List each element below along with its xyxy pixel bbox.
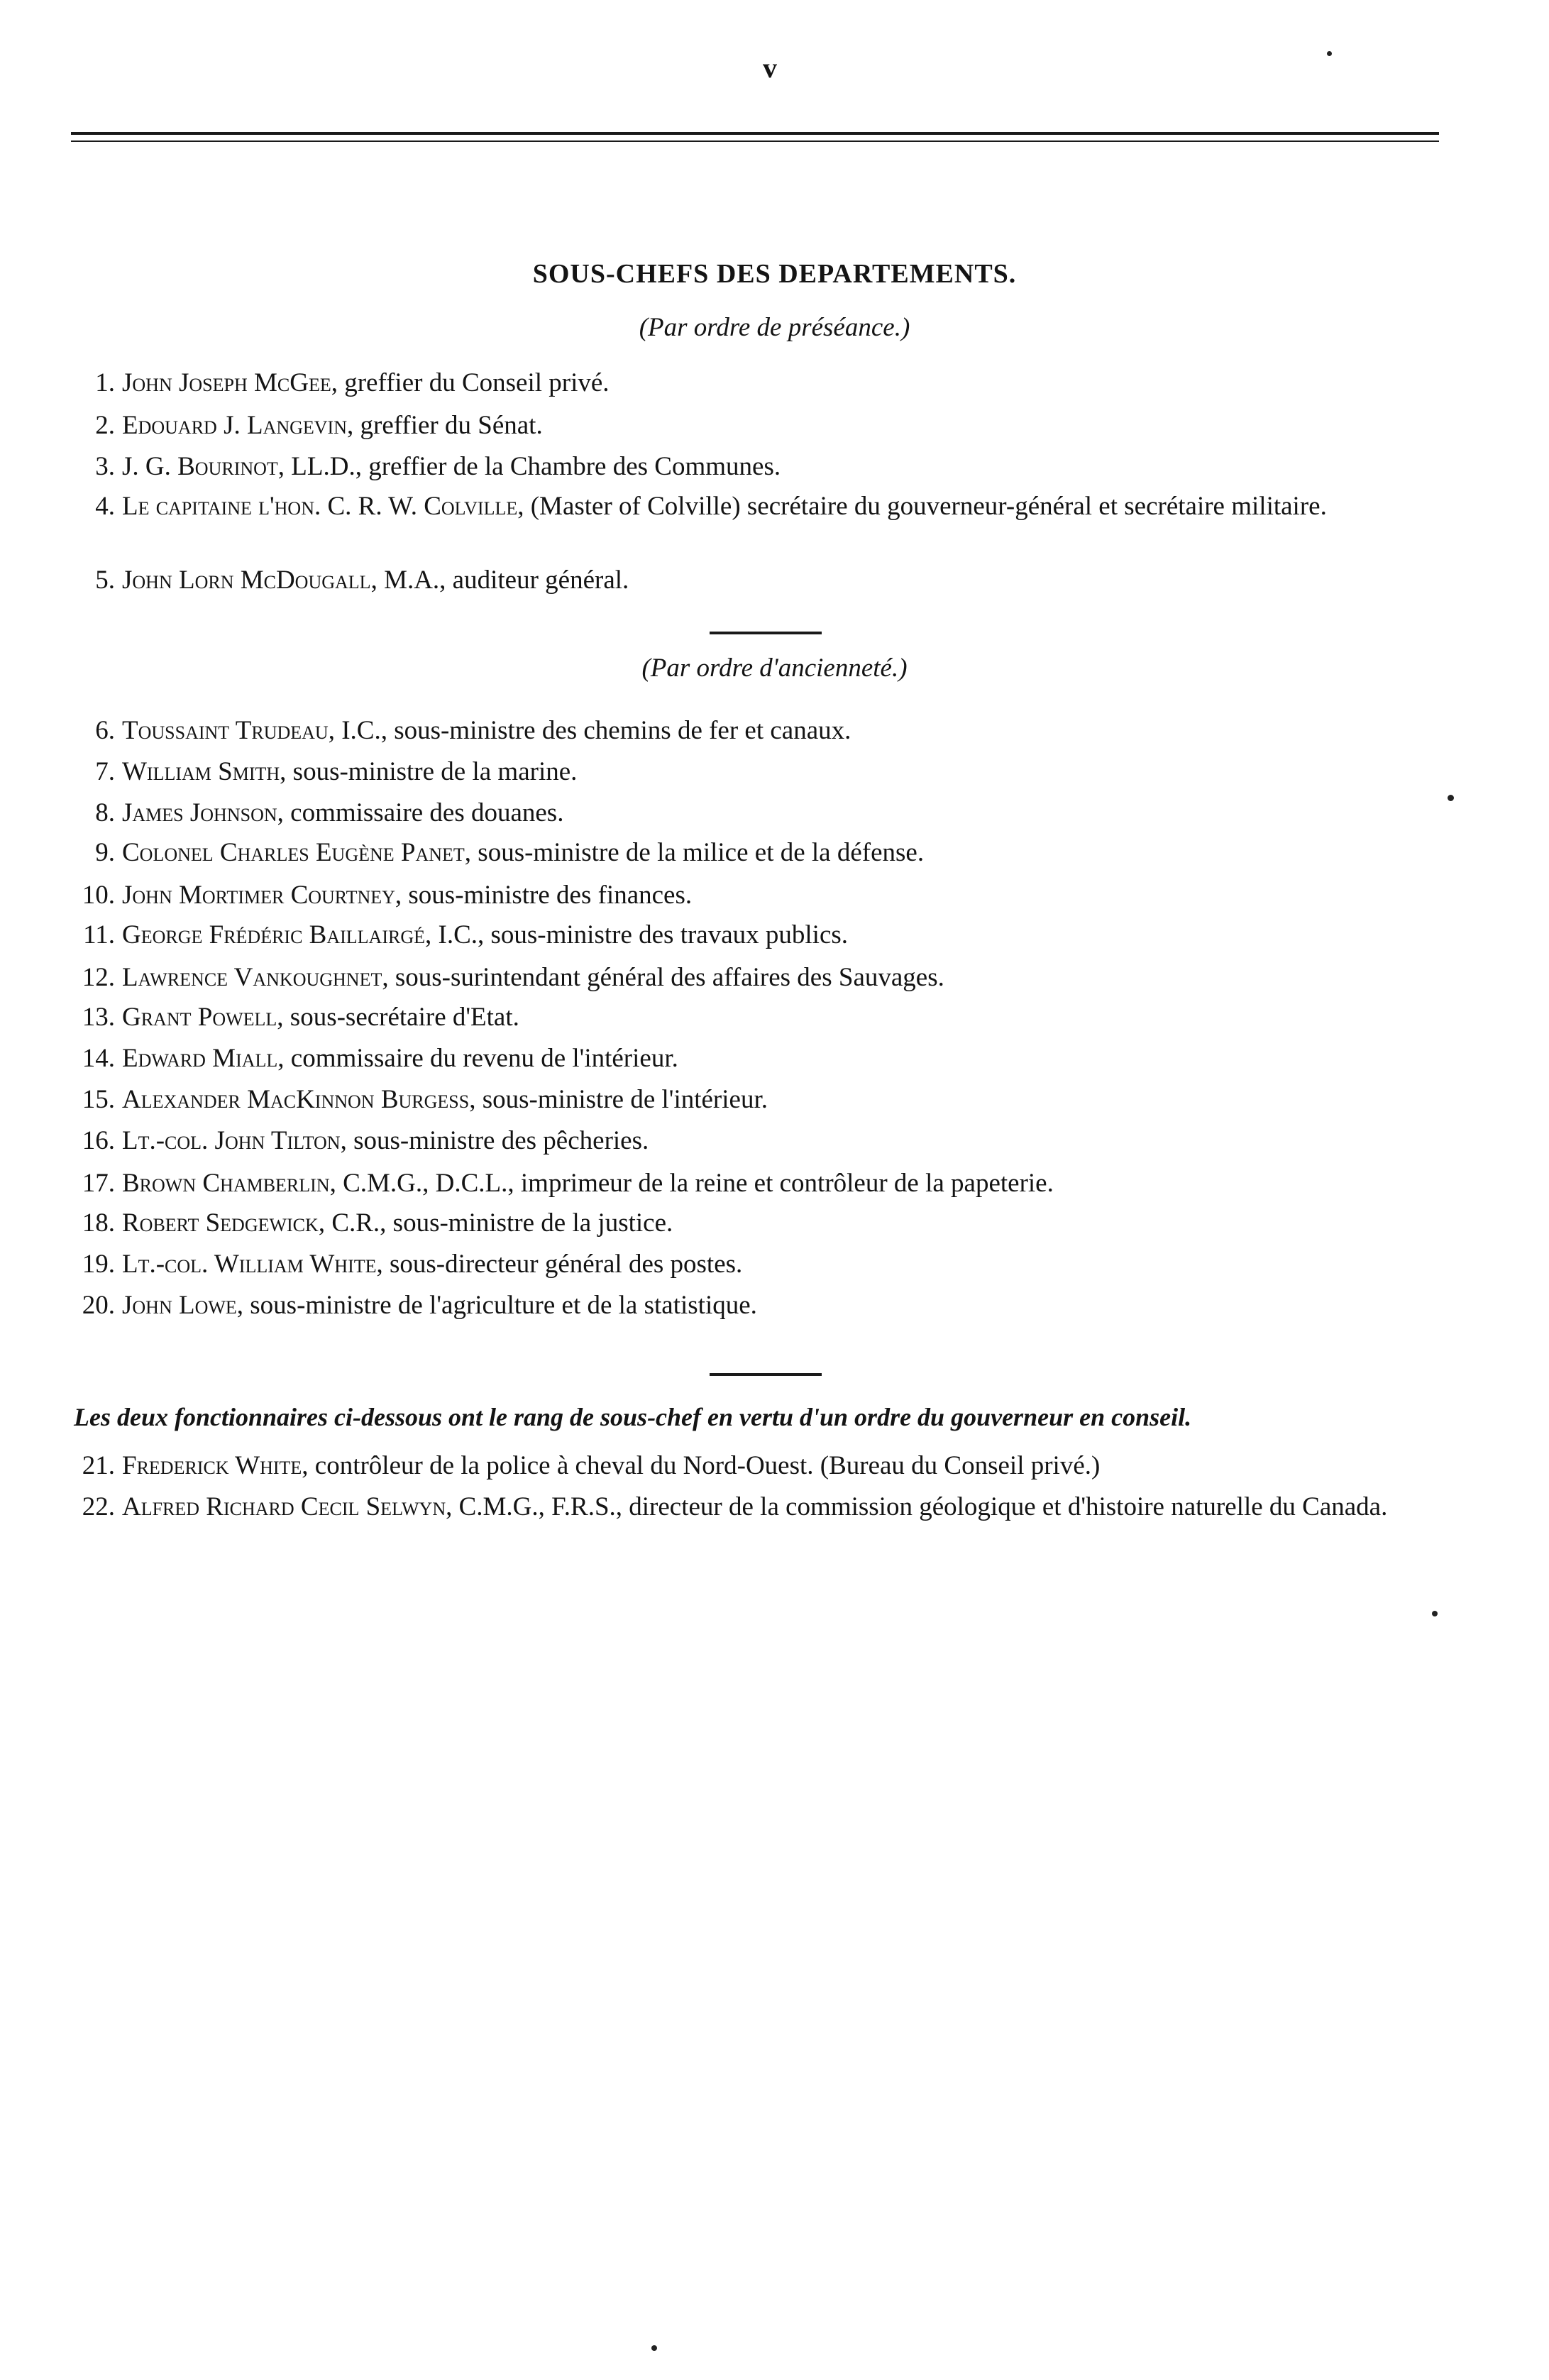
entry-number: 22. [82, 1492, 115, 1521]
entry-name: Alfred Richard Cecil Selwyn [122, 1492, 446, 1521]
entry-description: , contrôleur de la police à cheval du Nord-Ouest. (Bureau du Conseil privé.) [302, 1451, 1101, 1480]
entry-name: Brown Chamberlin [122, 1169, 330, 1198]
entry-description: , greffier du Conseil privé. [331, 368, 610, 397]
entry-text [122, 922, 1477, 948]
entry-text [122, 1494, 1477, 1520]
entry-name: John Joseph McGee [122, 368, 331, 397]
page-number: v [763, 52, 777, 84]
speck [1448, 795, 1454, 801]
entry-text [122, 840, 1477, 866]
entry-description: , greffier du Sénat. [347, 411, 543, 440]
entry-number: 11. [83, 920, 115, 949]
entry-number: 18. [82, 1208, 115, 1238]
entry-name: Frederick White [122, 1451, 302, 1480]
entry-description: , sous-directeur général des postes. [376, 1250, 743, 1279]
entry-name: William Smith [122, 757, 280, 786]
entry-text [122, 965, 1477, 991]
entry-text [122, 800, 1477, 826]
divider-rule-2 [710, 1373, 822, 1376]
entry-name: John Lowe [122, 1291, 237, 1320]
entry-name: Grant Powell [122, 1003, 277, 1032]
entry-number: 1. [95, 368, 115, 397]
entry-description: , sous-ministre de l'agriculture et de la statistique. [236, 1291, 757, 1320]
entry-name: Lt.-col. William White [122, 1250, 377, 1279]
entry-name: John Mortimer Courtney [122, 881, 395, 910]
entry-number: 13. [82, 1003, 115, 1032]
entry-text [122, 1293, 1477, 1318]
entry-text [122, 1046, 1477, 1071]
entry-number: 10. [82, 881, 115, 910]
entry-name: James Johnson [122, 798, 277, 827]
speck [651, 2345, 657, 2351]
entry-description: , sous-ministre des finances. [395, 881, 693, 910]
entry-name: Lawrence Vankoughnet [122, 963, 382, 992]
entry-number: 20. [82, 1291, 115, 1320]
entry-number: 15. [82, 1085, 115, 1114]
entry-number: 14. [82, 1044, 115, 1073]
entry-description: , C.R., sous-ministre de la justice. [318, 1208, 673, 1238]
entry-description: , sous-secrétaire d'Etat. [277, 1003, 519, 1032]
entry-text [122, 1171, 1477, 1196]
entry-description: , sous-ministre de l'intérieur. [469, 1085, 768, 1114]
entry-description: , (Master of Colville) secrétaire du gouverneur-général et secrétaire militaire. [517, 492, 1327, 521]
entry-text [122, 413, 1477, 439]
entry-text [122, 1087, 1477, 1113]
entry-name: Alexander MacKinnon Burgess [122, 1085, 470, 1114]
entry-name: Toussaint Trudeau [122, 716, 329, 745]
entry-description: , M.A., auditeur général. [370, 566, 629, 595]
entry-number: 2. [95, 411, 115, 440]
entry-number: 6. [95, 716, 115, 745]
divider-rule-1 [710, 632, 822, 634]
subheading-anciennete: (Par ordre d'ancienneté.) [641, 654, 908, 683]
entry-text [122, 568, 1477, 593]
entry-description: , sous-ministre de la marine. [280, 757, 578, 786]
entry-description: , I.C., sous-ministre des travaux publics. [425, 920, 849, 949]
entry-text [122, 1453, 1477, 1479]
entry-number: 7. [95, 757, 115, 786]
top-rule-thin [71, 141, 1439, 142]
section-heading: SOUS-CHEFS DES DEPARTEMENTS. [532, 259, 1017, 289]
entry-number: 5. [95, 566, 115, 595]
speck [1327, 51, 1332, 56]
note-text: Les deux fonctionnaires ci-dessous ont le rang de sous-chef en vertu d'un ordre du gouverneur en conseil. [74, 1403, 1192, 1431]
entry-text [122, 1208, 1477, 1238]
entry-name: Colonel Charles Eugène Panet [122, 838, 465, 867]
entry-text [122, 1005, 1477, 1030]
entry-name: Edward Miall [122, 1044, 278, 1073]
entry-text [122, 494, 1477, 519]
entry-name: John Lorn McDougall [122, 566, 371, 595]
entry-description: , C.M.G., F.R.S., directeur de la commission géologique et d'histoire naturelle du Canada. [446, 1492, 1388, 1521]
entry-text [122, 883, 1477, 908]
entry-name: Le capitaine l'hon. C. R. W. Colville [122, 492, 518, 521]
entry-description: , I.C., sous-ministre des chemins de fer et canaux. [328, 716, 851, 745]
entry-name: Edouard J. Langevin [122, 411, 347, 440]
entry-number: 8. [95, 798, 115, 827]
entry-name: Lt.-col. John Tilton [122, 1126, 341, 1155]
entry-description: , sous-ministre de la milice et de la défense. [464, 838, 925, 867]
top-rule [71, 132, 1439, 135]
entry-text [122, 454, 1477, 480]
entry-number: 17. [82, 1169, 115, 1198]
entry-text [122, 759, 1477, 785]
entry-number: 16. [82, 1126, 115, 1155]
entry-number: 9. [95, 838, 115, 867]
entry-number: 12. [82, 963, 115, 992]
entry-name: Robert Sedgewick [122, 1208, 319, 1238]
entry-name: J. G. Bourinot [122, 452, 278, 481]
entry-number: 19. [82, 1250, 115, 1279]
entry-text [122, 1128, 1477, 1154]
entry-number: 3. [95, 452, 115, 481]
entry-description: , C.M.G., D.C.L., imprimeur de la reine et contrôleur de la papeterie. [329, 1169, 1054, 1198]
entry-description: , sous-ministre des pêcheries. [340, 1126, 649, 1155]
entry-description: , commissaire des douanes. [277, 798, 564, 827]
entry-description: , commissaire du revenu de l'intérieur. [277, 1044, 678, 1073]
entry-number: 4. [95, 492, 115, 521]
entry-description: , sous-surintendant général des affaires des Sauvages. [382, 963, 944, 992]
entry-number: 21. [82, 1451, 115, 1480]
subheading-preseance: (Par ordre de préséance.) [639, 313, 910, 342]
entry-description: , LL.D., greffier de la Chambre des Communes. [277, 452, 781, 481]
entry-name: George Frédéric Baillairgé [122, 920, 425, 949]
entry-text [122, 370, 1477, 396]
entry-text [122, 718, 1477, 744]
entry-text [122, 1252, 1477, 1277]
speck [1432, 1611, 1438, 1616]
